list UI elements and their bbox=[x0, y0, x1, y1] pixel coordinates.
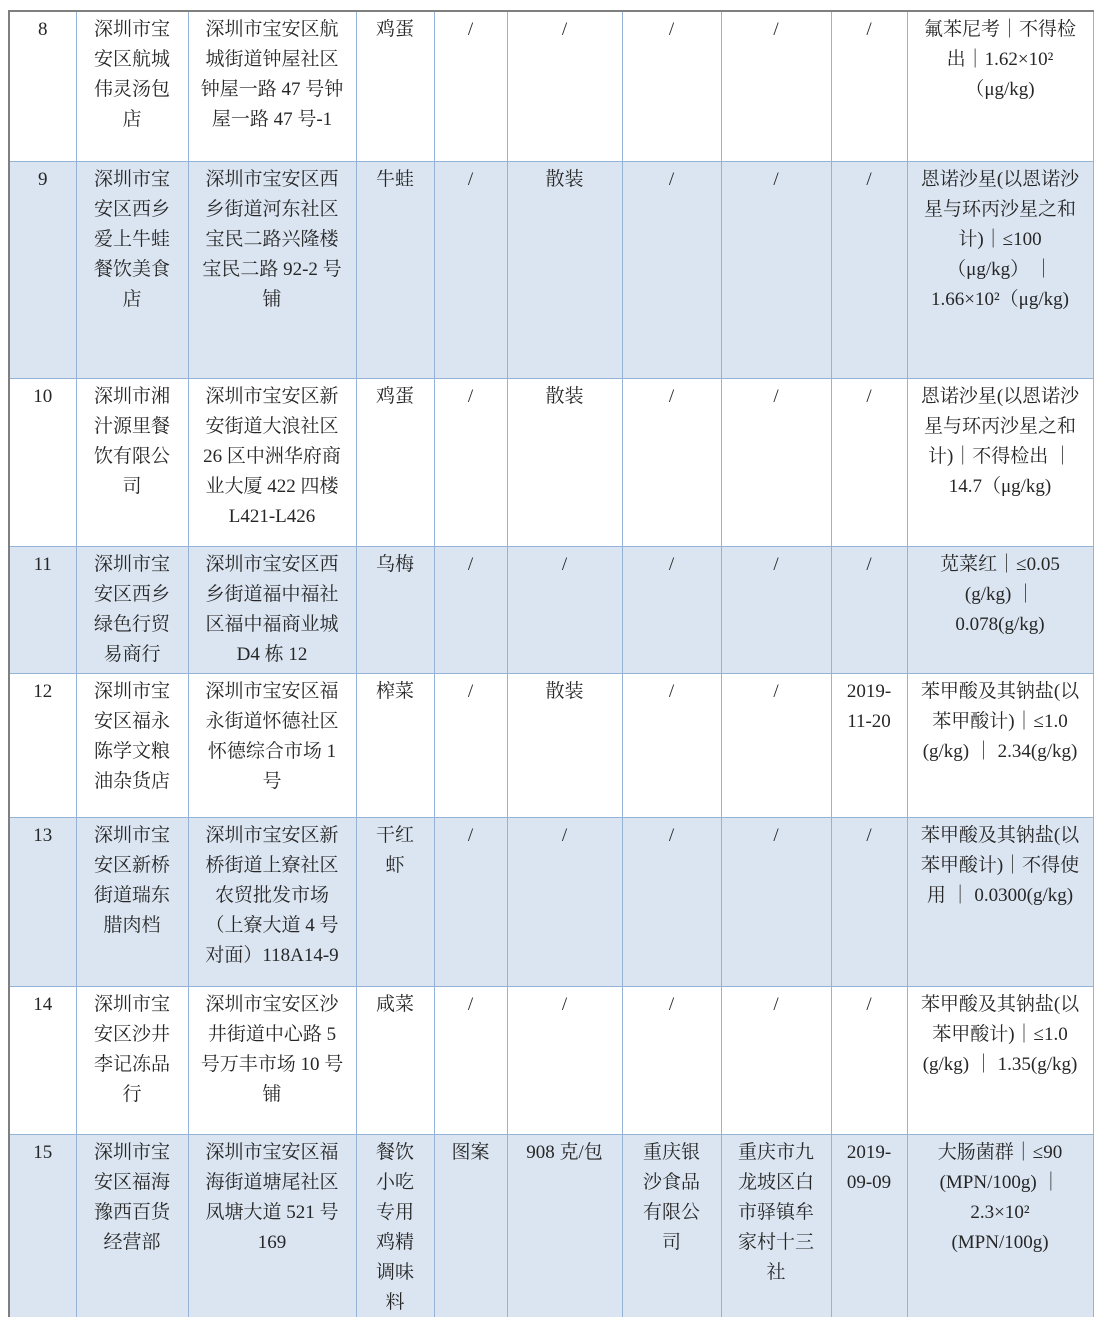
table-cell: 图案 bbox=[434, 1134, 507, 1317]
table-cell: 乌梅 bbox=[356, 546, 434, 673]
table-cell: 牛蛙 bbox=[356, 161, 434, 378]
table-cell: 苯甲酸及其钠盐(以苯甲酸计)｜≤1.0 (g/kg) ｜ 2.34(g/kg) bbox=[907, 673, 1093, 817]
table-cell: 15 bbox=[9, 1134, 76, 1317]
table-cell: / bbox=[831, 817, 907, 986]
table-row bbox=[9, 986, 1093, 1134]
table-cell: 深圳市湘汁源里餐饮有限公司 bbox=[76, 378, 188, 546]
inspection-results-table bbox=[8, 10, 1094, 1317]
table-cell: 深圳市宝安区航城伟灵汤包店 bbox=[76, 11, 188, 161]
table-row bbox=[9, 378, 1093, 546]
table-cell: 深圳市宝安区福海豫西百货经营部 bbox=[76, 1134, 188, 1317]
table-body bbox=[9, 11, 1093, 1317]
table-cell: 氟苯尼考｜不得检出｜1.62×10²（μg/kg) bbox=[907, 11, 1093, 161]
table-cell: / bbox=[622, 161, 721, 378]
table-cell: 深圳市宝安区福海街道塘尾社区凤塘大道 521 号 169 bbox=[188, 1134, 356, 1317]
table-cell: 深圳市宝安区航城街道钟屋社区钟屋一路 47 号钟屋一路 47 号-1 bbox=[188, 11, 356, 161]
table-cell: / bbox=[831, 11, 907, 161]
table-cell: / bbox=[622, 986, 721, 1134]
table-row bbox=[9, 817, 1093, 986]
table-cell: / bbox=[831, 378, 907, 546]
table-cell: / bbox=[434, 11, 507, 161]
table-cell: 恩诺沙星(以恩诺沙星与环丙沙星之和计)｜≤100 （μg/kg） ｜ 1.66×10²（μg/kg) bbox=[907, 161, 1093, 378]
table-cell: / bbox=[622, 673, 721, 817]
table-cell: / bbox=[507, 546, 622, 673]
table-cell: 深圳市宝安区西乡爱上牛蛙餐饮美食店 bbox=[76, 161, 188, 378]
table-cell: / bbox=[721, 673, 831, 817]
table-cell: / bbox=[434, 986, 507, 1134]
table-cell: / bbox=[622, 817, 721, 986]
table-cell: / bbox=[434, 378, 507, 546]
table-cell: 重庆银沙食品有限公司 bbox=[622, 1134, 721, 1317]
table-cell: 深圳市宝安区福永街道怀德社区怀德综合市场 1 号 bbox=[188, 673, 356, 817]
table-cell: / bbox=[622, 546, 721, 673]
table-cell: / bbox=[434, 673, 507, 817]
table-cell: / bbox=[507, 817, 622, 986]
table-cell: / bbox=[831, 986, 907, 1134]
table-row bbox=[9, 546, 1093, 673]
table-cell: 散装 bbox=[507, 378, 622, 546]
table-cell: / bbox=[721, 986, 831, 1134]
table-cell: 咸菜 bbox=[356, 986, 434, 1134]
table-cell: 908 克/包 bbox=[507, 1134, 622, 1317]
table-row bbox=[9, 673, 1093, 817]
table-cell: 榨菜 bbox=[356, 673, 434, 817]
table-cell: 深圳市宝安区福永陈学文粮油杂货店 bbox=[76, 673, 188, 817]
table-cell: 14 bbox=[9, 986, 76, 1134]
table-cell: 深圳市宝安区西乡街道河东社区宝民二路兴隆楼宝民二路 92-2 号铺 bbox=[188, 161, 356, 378]
table-cell: 散装 bbox=[507, 161, 622, 378]
table-cell: 深圳市宝安区新桥街道瑞东腊肉档 bbox=[76, 817, 188, 986]
table-cell: 8 bbox=[9, 11, 76, 161]
table-cell: 深圳市宝安区新安街道大浪社区 26 区中洲华府商业大厦 422 四楼 L421-L426 bbox=[188, 378, 356, 546]
table-cell: 大肠菌群｜≤90 (MPN/100g) ｜ 2.3×10² (MPN/100g) bbox=[907, 1134, 1093, 1317]
table-cell: 深圳市宝安区西乡街道福中福社区福中福商业城 D4 栋 12 bbox=[188, 546, 356, 673]
table-cell: / bbox=[721, 378, 831, 546]
table-cell: 散装 bbox=[507, 673, 622, 817]
table-cell: 13 bbox=[9, 817, 76, 986]
table-cell: 苯甲酸及其钠盐(以苯甲酸计)｜≤1.0 (g/kg) ｜ 1.35(g/kg) bbox=[907, 986, 1093, 1134]
table-cell: / bbox=[831, 546, 907, 673]
table-row bbox=[9, 1134, 1093, 1317]
table-cell: 9 bbox=[9, 161, 76, 378]
table-cell: 苋菜红｜≤0.05 (g/kg) ｜ 0.078(g/kg) bbox=[907, 546, 1093, 673]
table-cell: / bbox=[831, 161, 907, 378]
table-cell: / bbox=[507, 986, 622, 1134]
table-cell: / bbox=[507, 11, 622, 161]
table-cell: 干红虾 bbox=[356, 817, 434, 986]
table-cell: / bbox=[721, 11, 831, 161]
table-cell: 2019-09-09 bbox=[831, 1134, 907, 1317]
table-cell: 苯甲酸及其钠盐(以苯甲酸计)｜不得使用 ｜ 0.0300(g/kg) bbox=[907, 817, 1093, 986]
table-cell: 恩诺沙星(以恩诺沙星与环丙沙星之和计)｜不得检出 ｜14.7（μg/kg) bbox=[907, 378, 1093, 546]
table-cell: / bbox=[721, 817, 831, 986]
table-cell: 11 bbox=[9, 546, 76, 673]
table-cell: / bbox=[434, 161, 507, 378]
table-cell: 重庆市九龙坡区白市驿镇牟家村十三社 bbox=[721, 1134, 831, 1317]
table-cell: 深圳市宝安区西乡绿色行贸易商行 bbox=[76, 546, 188, 673]
table-cell: 深圳市宝安区新桥街道上寮社区农贸批发市场（上寮大道 4 号对面）118A14-9 bbox=[188, 817, 356, 986]
table-row bbox=[9, 11, 1093, 161]
table-cell: 鸡蛋 bbox=[356, 11, 434, 161]
table-cell: 10 bbox=[9, 378, 76, 546]
table-cell: 深圳市宝安区沙井李记冻品行 bbox=[76, 986, 188, 1134]
table-cell: / bbox=[721, 546, 831, 673]
table-cell: / bbox=[622, 378, 721, 546]
table-cell: 12 bbox=[9, 673, 76, 817]
table-cell: / bbox=[434, 817, 507, 986]
table-row bbox=[9, 161, 1093, 378]
table-cell: 2019-11-20 bbox=[831, 673, 907, 817]
table-cell: / bbox=[622, 11, 721, 161]
table-cell: 深圳市宝安区沙井街道中心路 5 号万丰市场 10 号铺 bbox=[188, 986, 356, 1134]
table-cell: 鸡蛋 bbox=[356, 378, 434, 546]
table-cell: 餐饮小吃专用鸡精调味料 bbox=[356, 1134, 434, 1317]
table-cell: / bbox=[434, 546, 507, 673]
table-cell: / bbox=[721, 161, 831, 378]
